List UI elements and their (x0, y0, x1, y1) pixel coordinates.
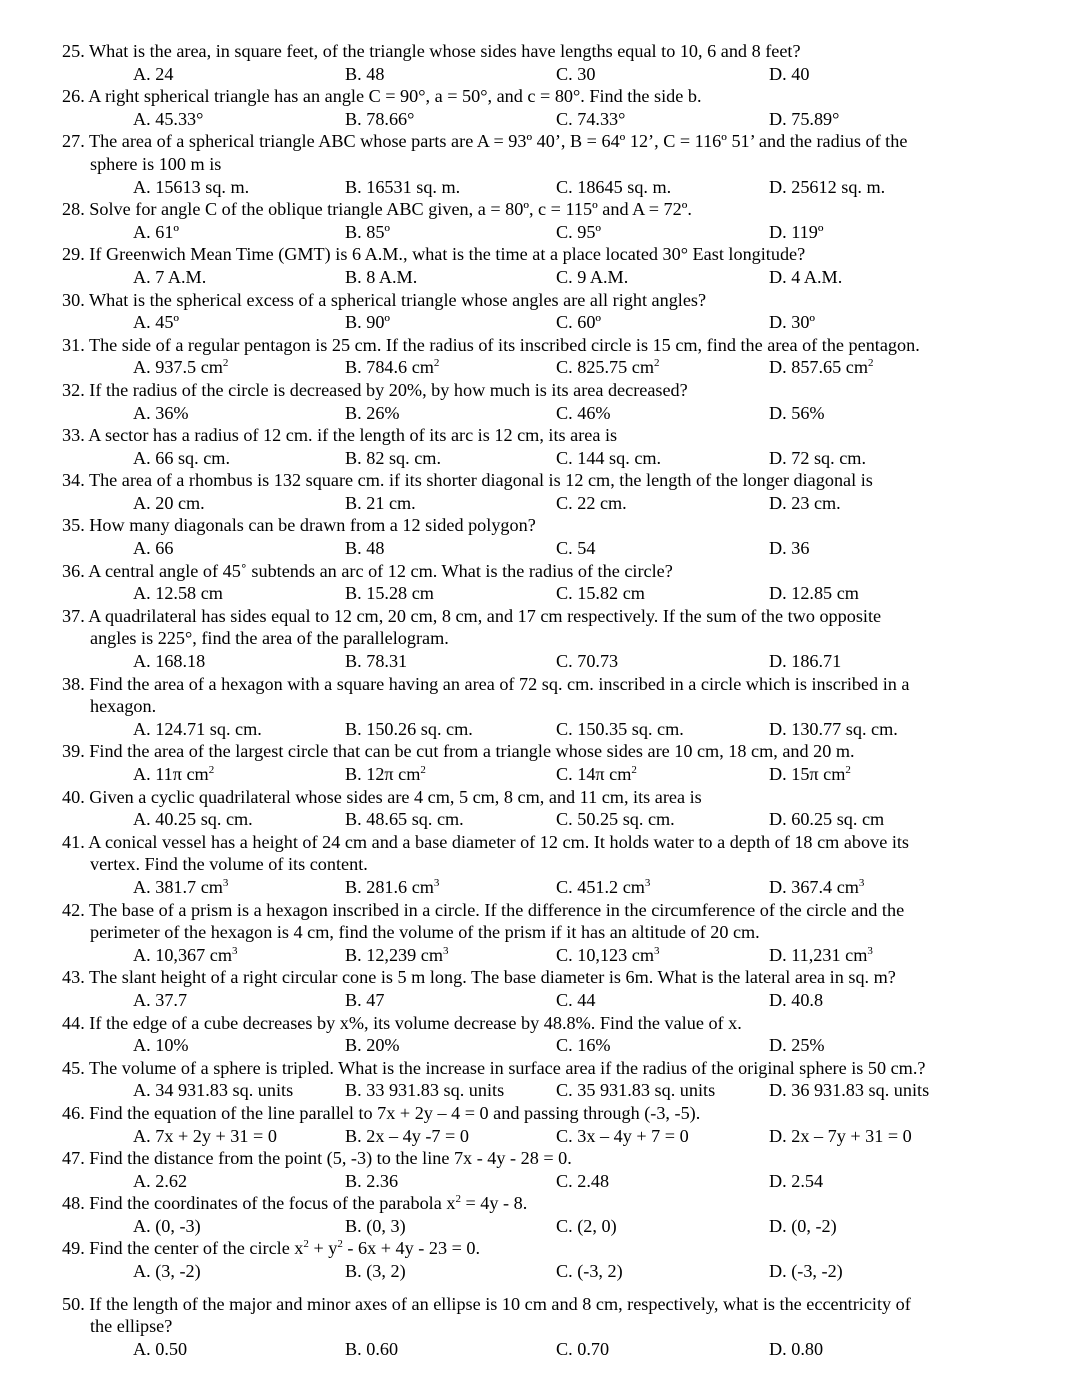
answer-option-b: B. (0, 3) (345, 1215, 406, 1236)
answer-option-b: B. 48 (345, 63, 385, 84)
answer-option-c: C. 50.25 sq. cm. (556, 809, 675, 830)
question-text (0, 1057, 1080, 1080)
question-26 (0, 85, 1080, 130)
answer-option-c: C. 451.2 $cm^3$ (556, 876, 651, 897)
answer-options (0, 989, 1080, 1012)
question-number: 35. (62, 515, 90, 536)
question-text (0, 673, 1080, 696)
question-text-continued (0, 627, 1080, 650)
question-text (0, 899, 1080, 922)
answer-option-d: D. 36 (769, 538, 810, 559)
question-number: 33. (62, 425, 89, 446)
answer-option-a: A. 66 (133, 538, 174, 559)
answer-option-b: B. 48.65 sq. cm. (345, 809, 464, 830)
question-stem: Find the area of the largest circle that can be cut from a triangle whose sides are 10 cm, 18 cm, and 20 m. (89, 741, 855, 762)
question-number: 45. (62, 1057, 89, 1078)
answer-option-a: A. 10% (133, 1035, 189, 1056)
answer-option-b: B. 26% (345, 402, 400, 423)
question-stem: the ellipse? (90, 1316, 173, 1337)
answer-option-a: A. 15613 sq. m. (133, 176, 250, 197)
question-37 (0, 605, 1080, 673)
question-text-continued (0, 1315, 1080, 1338)
question-text (0, 605, 1080, 628)
question-text (0, 514, 1080, 537)
answer-options (0, 718, 1080, 741)
answer-option-d: D. 857.65 $cm^2$ (769, 357, 874, 378)
answer-option-d: D. 2.54 (769, 1170, 824, 1191)
answer-options (0, 1260, 1080, 1283)
answer-option-c: C. 44 (556, 989, 596, 1010)
answer-option-b: B. 16531 sq. m. (345, 176, 461, 197)
answer-option-b: B. 78.66° (345, 108, 415, 129)
question-stem: Find the area of a hexagon with a square having an area of 72 sq. cm. inscribed in a circle which is inscribed in a (89, 673, 910, 694)
question-text (0, 130, 1080, 153)
answer-option-b: B. 150.26 sq. cm. (345, 718, 473, 739)
question-stem: What is the spherical excess of a spherical triangle whose angles are all right angles? (88, 289, 707, 310)
question-text (0, 85, 1080, 108)
answer-options (0, 1079, 1080, 1102)
answer-option-a: A. 7x + 2y + 31 = 0 (133, 1125, 277, 1146)
question-stem: Find the coordinates of the focus of the parabola $x^2 = 4y - 8$. (89, 1193, 528, 1214)
answer-options (0, 266, 1080, 289)
question-40 (0, 786, 1080, 831)
answer-option-d: D. (-3, -2) (769, 1261, 843, 1282)
answer-option-c: C. 35 931.83 sq. units (556, 1080, 716, 1101)
question-38 (0, 673, 1080, 741)
answer-option-d: D. 40.8 (769, 989, 824, 1010)
question-stem: A right spherical triangle has an angle C = 90°, a = 50°, and c = 80°. Find the side b. (88, 86, 702, 107)
question-49 (0, 1237, 1080, 1282)
question-text (0, 424, 1080, 447)
question-number: 40. (62, 786, 90, 807)
answer-option-b: B. 8 A.M. (345, 266, 418, 287)
question-number: 30. (62, 289, 89, 310)
answer-option-b: B. 33 931.83 sq. units (345, 1080, 505, 1101)
answer-option-b: B. 85º (345, 221, 391, 242)
question-42 (0, 899, 1080, 967)
answer-option-c: C. 3x – 4y + 7 = 0 (556, 1125, 689, 1146)
question-28 (0, 198, 1080, 243)
question-number: 29. (62, 244, 90, 265)
answer-option-b: B. 2.36 (345, 1170, 399, 1191)
question-number: 38. (62, 673, 90, 694)
answer-option-d: D. 367.4 $cm^3$ (769, 876, 865, 897)
answer-option-a: A. 124.71 sq. cm. (133, 718, 262, 739)
question-stem: hexagon. (90, 696, 157, 717)
question-number: 26. (62, 86, 89, 107)
answer-option-b: B. (3, 2) (345, 1261, 406, 1282)
question-48 (0, 1192, 1080, 1237)
question-stem: sphere is 100 m is (90, 153, 222, 174)
answer-options (0, 221, 1080, 244)
question-stem: Solve for angle C of the oblique triangle ABC given, a = 80º, c = 115º and A = 72º. (89, 199, 692, 220)
answer-option-a: A. 34 931.83 sq. units (133, 1080, 294, 1101)
answer-option-c: C. 22 cm. (556, 492, 627, 513)
question-stem: vertex. Find the volume of its content. (90, 854, 368, 875)
answer-option-a: A. 381.7 $cm^3$ (133, 876, 229, 897)
answer-option-a: A. 36% (133, 402, 189, 423)
answer-option-d: D. 30º (769, 312, 816, 333)
answer-option-c: C. 70.73 (556, 651, 619, 672)
answer-option-c: C. 144 sq. cm. (556, 447, 662, 468)
answer-option-a: A. (3, -2) (133, 1261, 201, 1282)
question-32 (0, 379, 1080, 424)
answer-option-d: D. 2x – 7y + 31 = 0 (769, 1125, 912, 1146)
question-stem: What is the area, in square feet, of the triangle whose sides have lengths equal to 10, 6 and 8 feet? (88, 41, 801, 61)
question-27 (0, 130, 1080, 198)
question-number: 31. (62, 334, 89, 355)
question-text (0, 966, 1080, 989)
question-45 (0, 1057, 1080, 1102)
question-stem: If Greenwich Mean Time (GMT) is 6 A.M., what is the time at a place located 30° East longitude? (89, 244, 806, 265)
answer-option-d: D. 12.85 cm (769, 583, 859, 604)
question-number: 42. (62, 899, 89, 920)
answer-option-a: A. 168.18 (133, 651, 206, 672)
question-stem: If the radius of the circle is decreased by 20%, by how much is its area decreased? (89, 379, 688, 400)
answer-options (0, 176, 1080, 199)
question-text (0, 40, 1080, 63)
question-29 (0, 243, 1080, 288)
question-44 (0, 1012, 1080, 1057)
answer-option-a: A. 7 A.M. (133, 266, 207, 287)
question-number: 46. (62, 1102, 90, 1123)
answer-option-a: A. 937.5 $cm^2$ (133, 357, 229, 378)
question-text-continued (0, 153, 1080, 176)
answer-option-c: C. 46% (556, 402, 611, 423)
question-number: 36. (62, 560, 89, 581)
question-number: 44. (62, 1012, 90, 1033)
answer-option-d: D. 23 cm. (769, 492, 841, 513)
answer-options (0, 650, 1080, 673)
question-stem: A conical vessel has a height of 24 cm and a base diameter of 12 cm. It holds water to a depth of 18 cm above its (88, 831, 910, 852)
answer-option-c: C. 2.48 (556, 1170, 610, 1191)
question-stem: Find the center of the circle $x^2 + y^2 - 6x + 4y - 23 = 0$. (89, 1238, 481, 1259)
question-stem: How many diagonals can be drawn from a 12 sided polygon? (89, 515, 536, 536)
question-47 (0, 1147, 1080, 1192)
answer-option-c: C. 95º (556, 221, 602, 242)
question-stem: The area of a rhombus is 132 square cm. if its shorter diagonal is 12 cm, the length of the longer diagonal is (88, 470, 873, 491)
answer-options (0, 63, 1080, 86)
question-number: 48. (62, 1193, 90, 1214)
answer-option-d: D. 75.89° (769, 108, 840, 129)
answer-option-c: C. 14π $cm^2$ (556, 764, 637, 784)
answer-options (0, 582, 1080, 605)
question-35 (0, 514, 1080, 559)
answer-option-c: C. 18645 sq. m. (556, 176, 672, 197)
answer-options (0, 492, 1080, 515)
question-stem: A central angle of 45˚ subtends an arc of 12 cm. What is the radius of the circle? (88, 560, 673, 581)
question-number: 25. (62, 41, 89, 61)
answer-option-d: D. 25612 sq. m. (769, 176, 886, 197)
question-34 (0, 469, 1080, 514)
answer-option-a: A. (0, -3) (133, 1215, 201, 1236)
question-number: 28. (62, 199, 90, 220)
answer-option-c: C. 30 (556, 63, 596, 84)
answer-option-a: A. 20 cm. (133, 492, 205, 513)
answer-option-a: A. 12.58 cm (133, 583, 223, 604)
question-text (0, 740, 1080, 763)
answer-options (0, 763, 1080, 786)
question-sheet (0, 40, 1080, 1360)
question-number: 50. (62, 1293, 90, 1314)
answer-option-a: A. 10,367 $cm^3$ (133, 944, 238, 965)
answer-option-c: C. 9 A.M. (556, 266, 629, 287)
answer-option-b: B. 2x – 4y -7 = 0 (345, 1125, 469, 1146)
answer-option-b: B. 12,239 $cm^3$ (345, 944, 449, 965)
question-25 (0, 40, 1080, 85)
answer-options (0, 108, 1080, 131)
question-stem: Given a cyclic quadrilateral whose sides are 4 cm, 5 cm, 8 cm, and 11 cm, its area is (89, 786, 702, 807)
answer-option-d: D. 186.71 (769, 651, 842, 672)
question-number: 41. (62, 831, 89, 852)
question-text (0, 198, 1080, 221)
question-text (0, 1293, 1080, 1316)
answer-options (0, 808, 1080, 831)
question-number: 47. (62, 1148, 90, 1169)
answer-option-a: A. 11π $cm^2$ (133, 764, 215, 784)
question-stem: If the length of the major and minor axes of an ellipse is 10 cm and 8 cm, respectively, what is the eccentricity of (89, 1293, 911, 1314)
question-50 (0, 1293, 1080, 1361)
answer-option-b: B. 12π $cm^2$ (345, 764, 426, 784)
answer-option-a: A. 45.33° (133, 108, 204, 129)
question-text-continued (0, 853, 1080, 876)
question-31 (0, 334, 1080, 379)
answer-option-d: D. 4 A.M. (769, 266, 843, 287)
answer-options (0, 1034, 1080, 1057)
answer-option-c: C. 825.75 $cm^2$ (556, 357, 660, 378)
question-stem: If the edge of a cube decreases by x%, its volume decrease by 48.8%. Find the value of x. (89, 1012, 742, 1033)
question-41 (0, 831, 1080, 899)
answer-options (0, 944, 1080, 967)
answer-options (0, 1125, 1080, 1148)
answer-option-d: D. 0.80 (769, 1338, 824, 1359)
question-stem: Find the distance from the point (5, -3) to the line 7x - 4y - 28 = 0. (89, 1148, 572, 1169)
answer-option-d: D. 119º (769, 221, 824, 242)
answer-option-c: C. (2, 0) (556, 1215, 617, 1236)
question-text (0, 1102, 1080, 1125)
answer-option-b: B. 15.28 cm (345, 583, 434, 604)
question-text (0, 1192, 1080, 1215)
question-stem: A sector has a radius of 12 cm. if the length of its arc is 12 cm, its area is (88, 425, 618, 446)
answer-options (0, 402, 1080, 425)
answer-options (0, 356, 1080, 379)
question-33 (0, 424, 1080, 469)
answer-options (0, 876, 1080, 899)
answer-option-c: C. 60º (556, 312, 602, 333)
answer-option-a: A. 66 sq. cm. (133, 447, 230, 468)
question-text (0, 469, 1080, 492)
answer-option-c: C. (-3, 2) (556, 1261, 623, 1282)
question-text (0, 1012, 1080, 1035)
answer-option-a: A. 61º (133, 221, 180, 242)
answer-option-c: C. 74.33° (556, 108, 626, 129)
question-30 (0, 289, 1080, 334)
question-36 (0, 560, 1080, 605)
question-46 (0, 1102, 1080, 1147)
answer-option-b: B. 0.60 (345, 1338, 399, 1359)
answer-option-a: A. 40.25 sq. cm. (133, 809, 253, 830)
answer-option-b: B. 21 cm. (345, 492, 416, 513)
question-number: 37. (62, 605, 89, 626)
question-stem: perimeter of the hexagon is 4 cm, find the volume of the prism if it has an altitude of 20 cm. (90, 922, 760, 943)
question-stem: The slant height of a right circular cone is 5 m long. The base diameter is 6m. What is the lateral area in sq. m? (88, 967, 896, 988)
answer-option-a: A. 2.62 (133, 1170, 188, 1191)
answer-option-b: B. 78.31 (345, 651, 408, 672)
answer-option-d: D. 56% (769, 402, 825, 423)
answer-option-c: C. 150.35 sq. cm. (556, 718, 684, 739)
answer-option-d: D. 11,231 $cm^3$ (769, 944, 873, 965)
question-text (0, 786, 1080, 809)
question-text-continued (0, 695, 1080, 718)
question-number: 34. (62, 470, 89, 491)
answer-option-d: D. (0, -2) (769, 1215, 837, 1236)
answer-options (0, 447, 1080, 470)
answer-option-a: A. 37.7 (133, 989, 188, 1010)
question-stem: The volume of a sphere is tripled. What is the increase in surface area if the radius of the original sphere is 50 cm.? (88, 1057, 926, 1078)
question-text (0, 243, 1080, 266)
question-text (0, 831, 1080, 854)
answer-option-d: D. 25% (769, 1035, 825, 1056)
question-number: 32. (62, 379, 90, 400)
question-stem: A quadrilateral has sides equal to 12 cm, 20 cm, 8 cm, and 17 cm respectively. If the sum of the two opposite (88, 605, 882, 626)
answer-option-b: B. 48 (345, 538, 385, 559)
question-stem: The base of a prism is a hexagon inscribed in a circle. If the difference in the circumference of the circle and the (88, 899, 905, 920)
answer-options (0, 311, 1080, 334)
question-stem: Find the equation of the line parallel to 7x + 2y – 4 = 0 and passing through (-3, -5). (89, 1102, 701, 1123)
answer-option-a: A. 45º (133, 312, 180, 333)
answer-option-c: C. 16% (556, 1035, 611, 1056)
question-list (0, 40, 1080, 1360)
question-text (0, 560, 1080, 583)
answer-options (0, 1170, 1080, 1193)
question-text (0, 379, 1080, 402)
question-text (0, 334, 1080, 357)
question-43 (0, 966, 1080, 1011)
question-text (0, 289, 1080, 312)
answer-option-d: D. 60.25 sq. cm (769, 809, 885, 830)
answer-options (0, 1215, 1080, 1238)
answer-option-c: C. 10,123 $cm^3$ (556, 944, 660, 965)
answer-option-a: A. 24 (133, 63, 174, 84)
answer-option-d: D. 15π $cm^2$ (769, 764, 851, 784)
question-number: 49. (62, 1238, 90, 1259)
question-39 (0, 740, 1080, 785)
question-number: 39. (62, 741, 90, 762)
answer-option-c: C. 54 (556, 538, 596, 559)
answer-option-a: A. 0.50 (133, 1338, 188, 1359)
question-stem: angles is 225°, find the area of the parallelogram. (90, 628, 449, 649)
answer-option-b: B. 47 (345, 989, 385, 1010)
question-number: 43. (62, 967, 89, 988)
answer-option-d: D. 40 (769, 63, 810, 84)
answer-option-c: C. 0.70 (556, 1338, 610, 1359)
question-text-continued (0, 921, 1080, 944)
answer-option-b: B. 281.6 $cm^3$ (345, 876, 440, 897)
question-text (0, 1147, 1080, 1170)
answer-option-b: B. 20% (345, 1035, 400, 1056)
answer-option-d: D. 72 sq. cm. (769, 447, 866, 468)
answer-option-b: B. 784.6 $cm^2$ (345, 357, 440, 378)
question-number: 27. (62, 131, 89, 152)
question-stem: The side of a regular pentagon is 25 cm. If the radius of its inscribed circle is 15 cm, find the area of the pentagon. (88, 334, 920, 355)
question-text (0, 1237, 1080, 1260)
answer-option-d: D. 36 931.83 sq. units (769, 1080, 930, 1101)
answer-option-d: D. 130.77 sq. cm. (769, 718, 898, 739)
answer-options (0, 537, 1080, 560)
answer-option-b: B. 82 sq. cm. (345, 447, 441, 468)
answer-option-c: C. 15.82 cm (556, 583, 645, 604)
answer-option-b: B. 90º (345, 312, 391, 333)
answer-options (0, 1338, 1080, 1361)
question-stem: The area of a spherical triangle ABC whose parts are A = 93º 40’, B = 64º 12’, C = 116º 51’ and the radius of the (88, 131, 908, 152)
